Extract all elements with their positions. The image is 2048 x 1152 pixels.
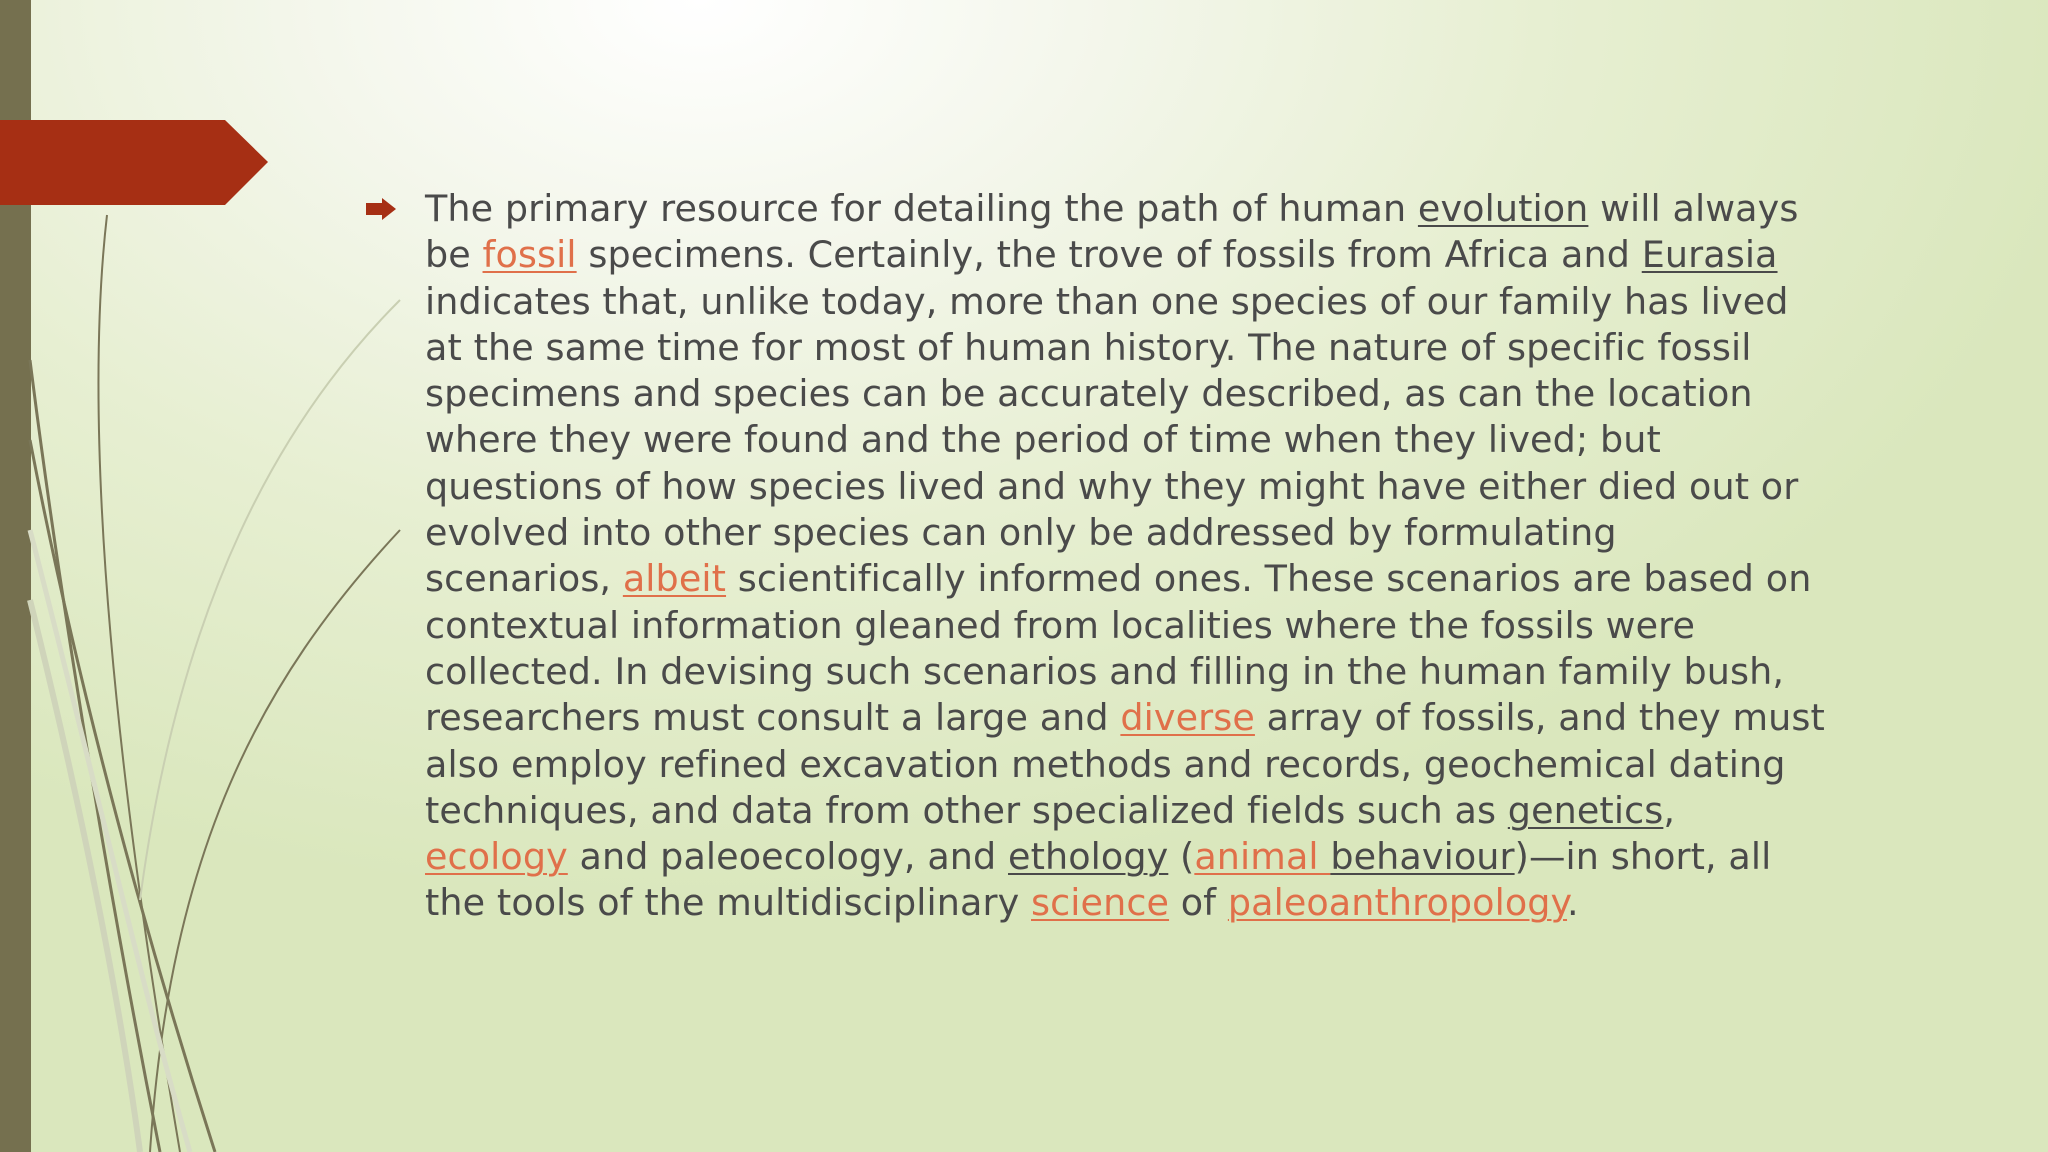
title-accent-flag: [0, 120, 268, 205]
link-evolution[interactable]: evolution: [1417, 187, 1589, 230]
text-line-3: indicates that, unlike today, more than one species of our family has lived: [425, 279, 1789, 323]
text-line-15: ecology and paleoecology, and ethology (animal behaviour)—in short, all: [425, 835, 1772, 879]
text-line-16: the tools of the multidisciplinary science of paleoanthropology.: [425, 881, 1579, 925]
right-arrow-bullet-icon: [366, 198, 396, 220]
link-fossil[interactable]: fossil: [482, 233, 577, 277]
link-science[interactable]: science: [1031, 881, 1170, 925]
link-eurasia[interactable]: Eurasia: [1641, 233, 1778, 277]
text-line-8: evolved into other species can only be addressed by formulating: [425, 511, 1617, 555]
text-line-4: at the same time for most of human history. The nature of specific fossil: [425, 325, 1752, 369]
text-line-12: researchers must consult a large and diverse array of fossils, and they must: [425, 696, 1825, 740]
slide-content: [366, 186, 1856, 927]
link-genetics[interactable]: genetics: [1507, 788, 1664, 832]
text-line-2: be fossil specimens. Certainly, the trove of fossils from Africa and Eurasia: [425, 233, 1778, 277]
link-behaviour[interactable]: behaviour: [1330, 835, 1515, 879]
text-line-10: contextual information gleaned from localities where the fossils were: [425, 603, 1696, 647]
link-diverse[interactable]: diverse: [1120, 696, 1255, 740]
text-line-7: questions of how species lived and why they might have either died out or: [425, 464, 1799, 508]
link-ecology[interactable]: ecology: [425, 835, 568, 879]
text-line-9: scenarios, albeit scientifically informed ones. These scenarios are based on: [425, 557, 1812, 601]
body-paragraph: [425, 186, 1865, 927]
text-line-13: also employ refined excavation methods and records, geochemical dating: [425, 742, 1786, 786]
text-line-5: specimens and species can be accurately described, as can the location: [425, 372, 1753, 416]
text-line-11: collected. In devising such scenarios and filling in the human family bush,: [425, 649, 1785, 693]
link-paleoanthropology[interactable]: paleoanthropology: [1227, 881, 1568, 925]
text-line-6: where they were found and the period of time when they lived; but: [425, 418, 1661, 462]
text-line-1: The primary resource for detailing the path of human evolution will always: [425, 187, 1799, 230]
text-line-14: techniques, and data from other specialized fields such as genetics,: [425, 788, 1676, 832]
link-animal[interactable]: animal: [1194, 835, 1331, 879]
link-ethology[interactable]: ethology: [1008, 835, 1169, 879]
link-albeit[interactable]: albeit: [622, 557, 727, 601]
